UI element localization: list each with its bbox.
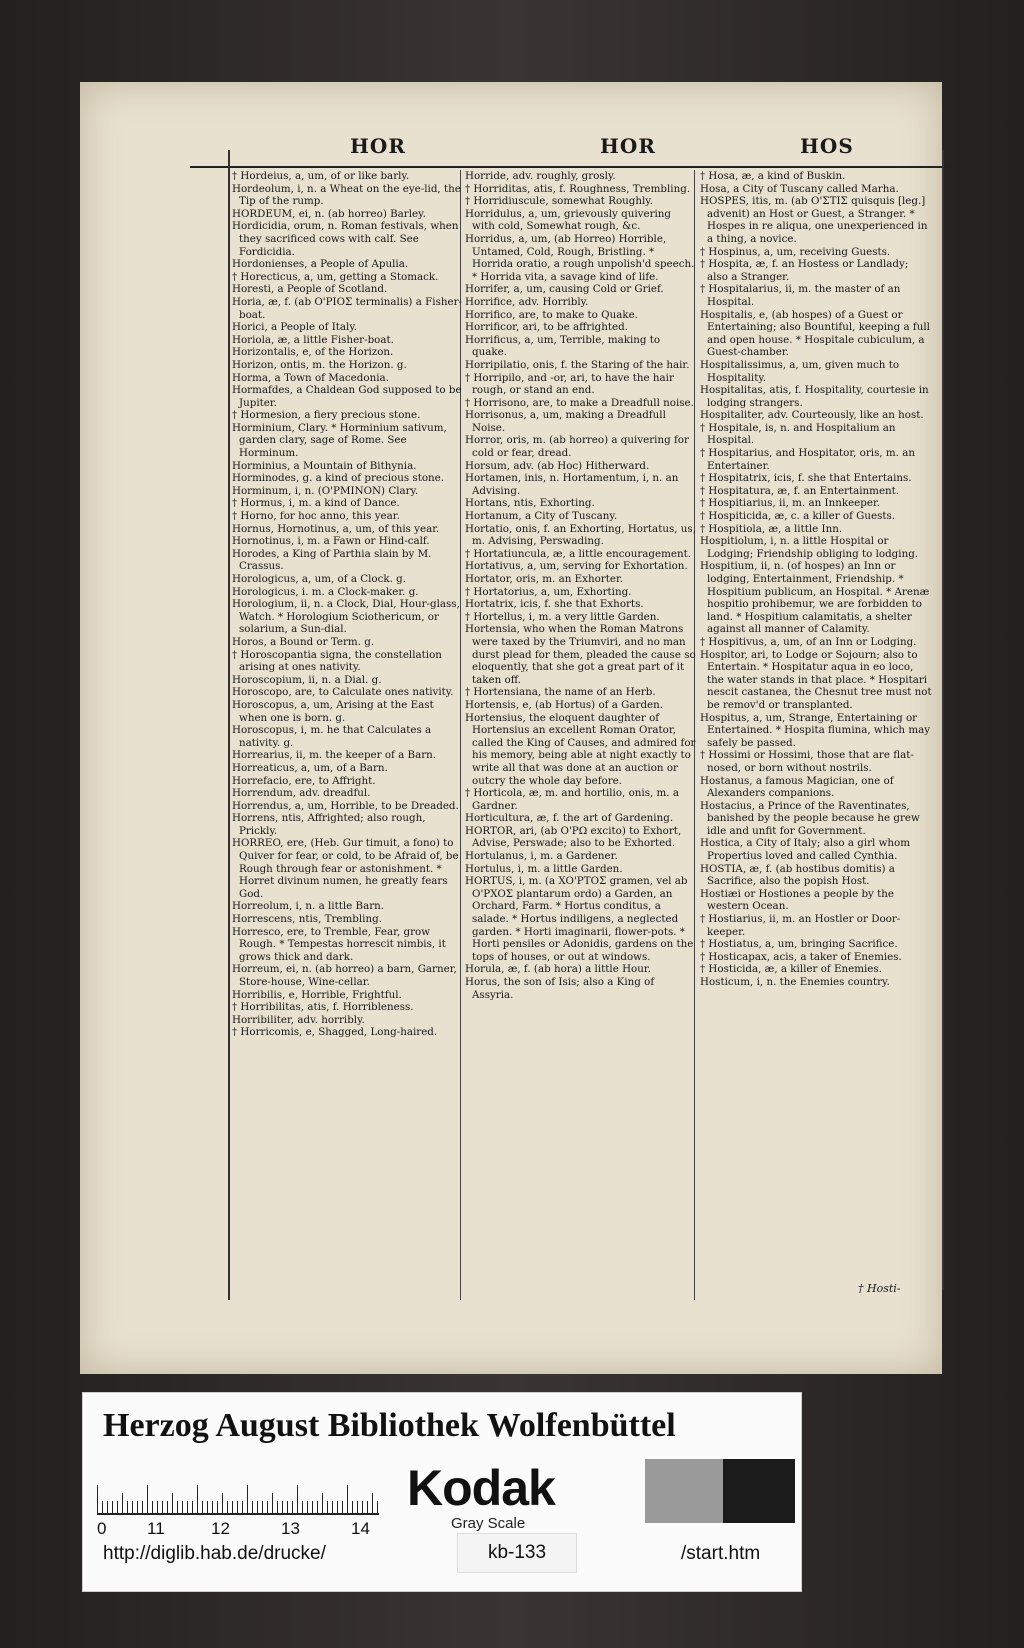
dictionary-entry: Horrifice, adv. Horribly. [465, 295, 589, 308]
ruler-tick [152, 1501, 153, 1513]
dictionary-entry: † Horoscopantia signa, the constellation arising at ones nativity. [232, 648, 442, 674]
ruler-tick [312, 1501, 313, 1513]
ruler-tick [222, 1493, 223, 1513]
ruler-tick [362, 1501, 363, 1513]
ruler-tick [167, 1501, 168, 1513]
dictionary-entry: Horos, a Bound or Term. g. [232, 635, 375, 648]
dictionary-entry: † Hosticida, æ, a killer of Enemies. [700, 963, 882, 976]
dictionary-entry: Hortulanus, i, m. a Gardener. [465, 850, 618, 863]
ruler-tick [242, 1501, 243, 1513]
dictionary-entry: Hormafdes, a Chaldean God supposed to be Jupiter. [232, 384, 462, 409]
dictionary-entry: † Hospitiola, æ, a little Inn. [700, 522, 843, 535]
dictionary-entry: HOSTIA, æ, f. (ab hostibus domitis) a Sacrifice, also the popish Host. [700, 862, 895, 888]
dictionary-entry: Horticultura, æ, f. the art of Gardening. [465, 812, 674, 825]
ruler-tick [317, 1501, 318, 1513]
ruler-number: 13 [281, 1519, 300, 1538]
ruler-tick [172, 1493, 173, 1513]
ruler-tick [352, 1501, 353, 1513]
ruler-tick [97, 1485, 98, 1513]
dictionary-entry: † Hortatorius, a, um, Exhorting. [465, 585, 632, 598]
ruler-number: 14 [351, 1519, 370, 1538]
dictionary-entry: Hordonienses, a People of Apulia. [232, 258, 409, 271]
ruler-tick [337, 1501, 338, 1513]
dictionary-entry: Horminum, i, n. (O'PMINON) Clary. [232, 484, 419, 497]
dictionary-entry: Horizon, ontis, m. the Horizon. g. [232, 358, 407, 371]
dictionary-entry: Horminodes, g. a kind of precious stone. [232, 472, 445, 485]
dictionary-entry: Horrendus, a, um, Horrible, to be Dreaded. [232, 799, 459, 812]
running-header [190, 128, 950, 168]
dictionary-entry: † Hospitarius, and Hospitator, oris, m. an Entertainer. [700, 447, 915, 472]
dictionary-entry: HORTOR, ari, (ab O'PΩ excito) to Exhort, Advise, Perswade; also to be Exhorted. [465, 824, 682, 850]
dictionary-column-3 [700, 170, 932, 989]
ruler-tick [327, 1501, 328, 1513]
dictionary-entry: † Hostiatus, a, um, bringing Sacrifice. [700, 938, 898, 951]
ruler-tick [232, 1501, 233, 1513]
dictionary-entry: Horrisonus, a, um, making a Dreadfull Noise. [465, 409, 666, 434]
ruler-tick [192, 1501, 193, 1513]
header-middle-word: HOR [600, 134, 656, 158]
dictionary-column-1 [232, 170, 464, 1039]
header-right-word: HOS [800, 134, 854, 158]
dictionary-entry: Horrearius, ii, m. the keeper of a Barn. [232, 749, 437, 762]
dictionary-entry: Horrificor, ari, to be affrighted. [465, 321, 628, 334]
dictionary-entry: † Horricomis, e, Shagged, Long-haired. [232, 1026, 438, 1039]
dictionary-entry: Horoscopo, are, to Calculate ones nativity. [232, 686, 454, 699]
ruler-tick [202, 1501, 203, 1513]
dictionary-entry: † Hosticapax, acis, a taker of Enemies. [700, 950, 902, 963]
ruler-tick [322, 1493, 323, 1513]
dictionary-entry: † Hospitivus, a, um, of an Inn or Lodging. [700, 635, 917, 648]
ruler-tick [117, 1501, 118, 1513]
digital-library-url: http://diglib.hab.de/drucke/ [103, 1543, 326, 1564]
dictionary-entry: † Horecticus, a, um, getting a Stomack. [232, 270, 439, 283]
dictionary-entry: † Horripilo, and -or, ari, to have the hair rough, or stand an end. [465, 371, 674, 397]
dictionary-entry: Horus, the son of Isis; also a King of Assyria. [465, 976, 655, 1001]
dictionary-entry: Hortator, oris, m. an Exhorter. [465, 573, 624, 585]
dictionary-entry: Horreum, ei, n. (ab horreo) a barn, Garner, Store-house, Wine-cellar. [232, 963, 457, 988]
black-swatch [723, 1459, 795, 1523]
dictionary-entry: Hortans, ntis, Exhorting. [465, 497, 595, 510]
catchword: † Hosti- [858, 1282, 901, 1295]
left-border-rule [228, 150, 230, 1300]
ruler-tick [212, 1501, 213, 1513]
ruler-tick [157, 1501, 158, 1513]
dictionary-entry: Hospitiolum, i, n. a little Hospital or Lodging; Friendship obliging to lodging. [700, 535, 919, 560]
shelfmark-code: kb-133 [457, 1533, 577, 1573]
dictionary-entry: † Horribilitas, atis, f. Horribleness. [232, 1001, 414, 1014]
dictionary-entry: HORTUS, i, m. (a XO'PTOΣ gramen, vel ab O'PXOΣ plantarum ordo) a Garden, an Orchard, Farm. * Hortus conditus, a salade. * Hortus indiligens, a neglected garden. * Horti imaginarii, flower-pots. * Horti pensiles or Adonidis, gardens on the tops of houses, or out at windows. [465, 875, 694, 963]
kodak-logo: Kodak [407, 1460, 555, 1516]
ruler-tick [112, 1501, 113, 1513]
dictionary-entry: Horribiliter, adv. horribly. [232, 1013, 365, 1026]
ruler-number: 0 [97, 1519, 107, 1538]
ruler-tick [262, 1501, 263, 1513]
ruler-tick [367, 1501, 368, 1513]
dictionary-entry: Horrifico, are, to make to Quake. [465, 308, 638, 321]
dictionary-entry: Hospitium, ii, n. (of hospes) an Inn or lodging, Entertainment, Friendship. * Hospitium publicum, an Hospital. * Arenæ hospitio prohibemur, we are forbidden to land. * Hospitium calamitatis, a shelter against all manner of Calamity. [700, 560, 930, 636]
ruler-tick [357, 1501, 358, 1513]
dictionary-entry: Horiola, æ, a little Fisher-boat. [232, 333, 394, 346]
dictionary-entry: Horridulus, a, um, grievously quivering with cold, Somewhat rough, &c. [465, 207, 672, 233]
ruler-tick [267, 1501, 268, 1513]
dictionary-entry: Hortensia, who when the Roman Matrons were taxed by the Triumviri, and no man durst plead for them, pleaded the cause so eloquently, that she got a great part of it taken off. [465, 623, 696, 686]
dictionary-entry: Horminium, Clary. * Horminium sativum, garden clary, sage of Rome. See Horminum. [232, 421, 447, 460]
dictionary-entry: † Hospitatura, æ, f. an Entertainment. [700, 484, 900, 497]
ruler-tick [102, 1501, 103, 1513]
dictionary-entry: Horoscopus, i, m. he that Calculates a nativity. g. [232, 724, 432, 749]
dictionary-entry: Horrifer, a, um, causing Cold or Grief. [465, 283, 664, 296]
dictionary-entry: Horula, æ, f. (ab hora) a little Hour. [465, 963, 651, 976]
ruler-tick [257, 1501, 258, 1513]
dictionary-entry: † Hortensiana, the name of an Herb. [465, 686, 656, 699]
dictionary-entry: † Hospinus, a, um, receiving Guests. [700, 245, 891, 258]
dictionary-entry: HORREO, ere, (Heb. Gur timuit, a fono) to Quiver for fear, or cold, to be Afraid of, be Rough through fear or astonishment. * Horret divinum numen, he greatly fears God. [232, 837, 459, 900]
measurement-ruler [97, 1475, 379, 1515]
ruler-tick [217, 1501, 218, 1513]
dictionary-entry: Horesti, a People of Scotland. [232, 283, 388, 296]
ruler-tick [207, 1501, 208, 1513]
dictionary-entry: Hordicidia, orum, n. Roman festivals, when they sacrificed cows with calf. See Fordicidia. [232, 220, 459, 258]
dictionary-entry: † Hosa, æ, a kind of Buskin. [700, 170, 846, 182]
dictionary-entry: Hortatio, onis, f. an Exhorting, Hortatus, us, m. Advising, Perswading. [465, 522, 696, 548]
dictionary-entry: Horici, a People of Italy. [232, 321, 358, 334]
dictionary-entry: Horridus, a, um, (ab Horreo) Horrible, Untamed, Cold, Rough, Bristling. * Horrida oratio, a rough unpolish'd speech. * Horrida vita, a savage kind of life. [465, 232, 695, 283]
dictionary-entry: † Hostiarius, ii, m. an Hostler or Door-keeper. [700, 913, 901, 938]
dictionary-entry: Horripilatio, onis, f. the Staring of the hair. [465, 358, 690, 371]
dictionary-entry: † Hospitiarius, ii, m. an Innkeeper. [700, 497, 881, 510]
ruler-number: 12 [211, 1519, 230, 1538]
dictionary-entry: † Hortellus, i, m. a very little Garden. [465, 610, 660, 623]
dictionary-entry: Hospitaliter, adv. Courteously, like an host. [700, 409, 924, 422]
dictionary-entry: HORDEUM, ei, n. (ab horreo) Barley. [232, 207, 426, 220]
dictionary-entry: Horrefacio, ere, to Affright. [232, 774, 376, 787]
dictionary-entry: Horrens, ntis, Affrighted; also rough, Prickly. [232, 812, 426, 837]
dictionary-entry: Horoscopus, a, um, Arising at the East when one is born. g. [232, 698, 434, 724]
ruler-tick [127, 1501, 128, 1513]
dictionary-entry: Horresco, ere, to Tremble, Fear, grow Rough. * Tempestas horrescit nimbis, it grows thick and dark. [232, 925, 446, 963]
dictionary-entry: † Horticola, æ, m. and hortilio, onis, m. a Gardner. [465, 787, 679, 812]
dictionary-entry: Horride, adv. roughly, grosly. [465, 170, 616, 182]
ruler-tick [247, 1485, 248, 1513]
ruler-tick [187, 1501, 188, 1513]
dictionary-entry: Horoscopium, ii, n. a Dial. g. [232, 673, 382, 686]
ruler-tick [182, 1501, 183, 1513]
dictionary-entry: Horia, æ, f. (ab O'PIOΣ terminalis) a Fisher-boat. [232, 295, 462, 321]
dictionary-entry: Hornus, Hornotinus, a, um, of this year. [232, 522, 440, 535]
ruler-tick [282, 1501, 283, 1513]
dictionary-entry: Horologium, ii, n. a Clock, Dial, Hour-glass, Watch. * Horologium Sciothericum, or solarium, a Sun-dial. [232, 598, 460, 636]
dictionary-entry: Horrificus, a, um, Terrible, making to quake. [465, 333, 661, 359]
dictionary-entry: † Horrisono, are, to make a Dreadfull noise. [465, 396, 694, 409]
dictionary-entry: Hospitalis, e, (ab hospes) of a Guest or Entertaining; also Bountiful, keeping a full and open house. * Hospitale cubiculum, a Guest-chamber. [700, 308, 930, 359]
dictionary-entry: † Hordeius, a, um, of or like barly. [232, 170, 410, 182]
ruler-tick [107, 1501, 108, 1513]
dictionary-entry: Hortanum, a City of Tuscany. [465, 510, 618, 523]
dictionary-entry: Hospitus, a, um, Strange, Entertaining or Entertained. * Hospita flumina, which may safely be passed. [700, 711, 931, 749]
dictionary-entry: Horodes, a King of Parthia slain by M. Crassus. [232, 547, 432, 573]
ruler-tick [347, 1485, 348, 1513]
gray-swatch [645, 1459, 723, 1523]
right-border-rule [942, 150, 944, 1290]
dictionary-entry: Hordeolum, i, n. a Wheat on the eye-lid, the Tip of the rump. [232, 182, 461, 208]
dictionary-entry: Hortensis, e, (ab Hortus) of a Garden. [465, 698, 664, 711]
dictionary-entry: Hostica, a City of Italy; also a girl whom Propertius loved and called Cynthia. [700, 837, 911, 863]
dictionary-entry: Horologicus, i. m. a Clock-maker. g. [232, 585, 419, 598]
dictionary-entry: Hortativus, a, um, serving for Exhortation. [465, 560, 688, 573]
ruler-tick [227, 1501, 228, 1513]
ruler-tick [147, 1485, 148, 1513]
dictionary-entry: Horreolum, i, n. a little Barn. [232, 900, 385, 913]
dictionary-entry: Hortatrix, icis, f. she that Exhorts. [465, 598, 644, 611]
dictionary-entry: Hospitalissimus, a, um, given much to Hospitality. [700, 358, 900, 384]
dictionary-entry: Hornotinus, i, m. a Fawn or Hind-calf. [232, 535, 430, 548]
dictionary-entry: Horologicus, a, um, of a Clock. g. [232, 573, 407, 585]
dictionary-entry: Hosa, a City of Tuscany called Marha. [700, 182, 899, 195]
dictionary-entry: Horsum, adv. (ab Hoc) Hitherward. [465, 459, 650, 472]
dictionary-entry: Hosticum, i, n. the Enemies country. [700, 976, 890, 988]
dictionary-entry: Hostanus, a famous Magician, one of Alexanders companions. [700, 774, 894, 800]
dictionary-entry: Horribilis, e, Horrible, Frightful. [232, 988, 402, 1001]
ruler-tick [177, 1501, 178, 1513]
dictionary-entry: † Horridiuscule, somewhat Roughly. [465, 195, 654, 208]
dictionary-entry: † Horno, for hoc anno, this year. [232, 510, 400, 523]
dictionary-entry: Horreaticus, a, um, of a Barn. [232, 761, 388, 774]
ruler-tick [302, 1501, 303, 1513]
ruler-tick [162, 1501, 163, 1513]
library-calibration-card [82, 1392, 802, 1592]
dictionary-entry: Horizontalis, e, of the Horizon. [232, 346, 394, 359]
ruler-tick [142, 1501, 143, 1513]
ruler-tick [377, 1501, 378, 1513]
dictionary-column-2 [465, 170, 697, 1001]
dictionary-entry: Horrescens, ntis, Trembling. [232, 913, 382, 926]
ruler-tick [132, 1501, 133, 1513]
ruler-tick [252, 1501, 253, 1513]
ruler-tick [292, 1501, 293, 1513]
ruler-tick [272, 1493, 273, 1513]
ruler-tick [197, 1485, 198, 1513]
dictionary-entry: † Hospitatrix, icis, f. she that Entertains. [700, 472, 912, 485]
dictionary-entry: Horminius, a Mountain of Bithynia. [232, 459, 417, 472]
dictionary-entry: † Hospitalarius, ii, m. the master of an Hospital. [700, 283, 901, 308]
dictionary-entry: † Hormesion, a fiery precious stone. [232, 409, 421, 422]
ruler-tick [332, 1501, 333, 1513]
dictionary-entry: † Hormus, i, m. a kind of Dance. [232, 497, 400, 510]
dictionary-entry: Hortamen, inis, n. Hortamentum, i, n. an Advising. [465, 472, 679, 497]
start-page-url: /start.htm [681, 1543, 761, 1564]
library-name: Herzog August Bibliothek Wolfenbüttel [103, 1407, 676, 1444]
dictionary-entry: † Hospiticida, æ, c. a killer of Guests. [700, 510, 896, 523]
dictionary-entry: Hostiæi or Hostiones a people by the western Ocean. [700, 887, 895, 913]
dictionary-entry: † Hospita, æ, f. an Hostess or Landlady; also a Stranger. [700, 258, 909, 283]
ruler-tick [237, 1501, 238, 1513]
header-left-word: HOR [350, 134, 406, 158]
gray-scale-label: Gray Scale [451, 1515, 526, 1532]
dictionary-entry: Hostacius, a Prince of the Raventinates, banished by the people because he grew idle and unfit for Government. [700, 799, 920, 837]
ruler-tick [122, 1493, 123, 1513]
dictionary-entry: † Hospitale, is, n. and Hospitalium an Hospital. [700, 421, 896, 447]
ruler-tick [287, 1501, 288, 1513]
ruler-tick [372, 1493, 373, 1513]
ruler-tick [277, 1501, 278, 1513]
dictionary-entry: Horrendum, adv. dreadful. [232, 787, 371, 800]
dictionary-entry: HOSPES, itis, m. (ab O'ΣΤΙΣ quisquis [leg.] advenit) an Host or Guest, a Stranger. * Hospes in re aliqua, one unexperienced in a thing, a novice. [700, 195, 928, 245]
dictionary-entry: Hospitalitas, atis, f. Hospitality, courtesie in lodging strangers. [700, 384, 929, 409]
ruler-number: 11 [147, 1519, 165, 1538]
dictionary-entry: † Hortatiuncula, æ, a little encouragement. [465, 547, 691, 560]
ruler-tick [342, 1501, 343, 1513]
dictionary-entry: Horma, a Town of Macedonia. [232, 371, 389, 384]
dictionary-entry: † Horriditas, atis, f. Roughness, Trembling. [465, 182, 691, 195]
ruler-tick [307, 1501, 308, 1513]
dictionary-entry: † Hossimi or Hossimi, those that are flat-nosed, or born without nostrils. [700, 749, 914, 774]
dictionary-entry: Horror, oris, m. (ab horreo) a quivering for cold or fear, dread. [465, 434, 689, 460]
ruler-tick [297, 1485, 298, 1513]
dictionary-entry: Hospitor, ari, to Lodge or Sojourn; also to Entertain. * Hospitatur aqua in eo loco, the water stands in that place. * Hospitari nescit castanea, the Chesnut tree must not be remov'd or transplanted. [700, 648, 932, 711]
dictionary-entry: Hortensius, the eloquent daughter of Hortensius an excellent Roman Orator, called the King of Causes, and admired for his memory, being able at night exactly to write all that was done at an auction or outcry the whole day before. [465, 711, 696, 787]
dictionary-entry: Hortulus, i, m. a little Garden. [465, 862, 623, 875]
ruler-tick [137, 1501, 138, 1513]
